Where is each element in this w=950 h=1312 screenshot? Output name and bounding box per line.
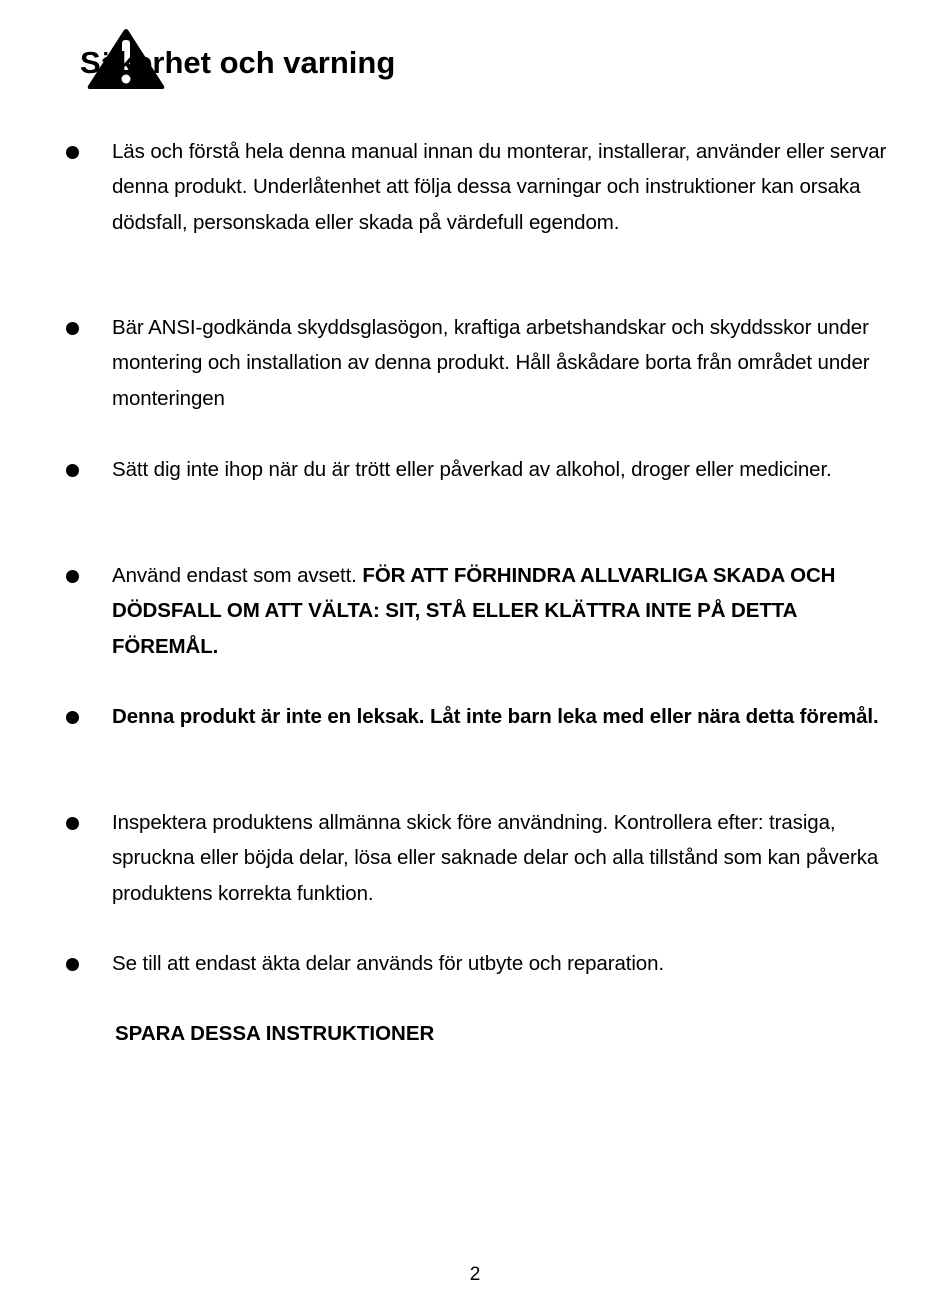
bullet-text <box>112 699 902 734</box>
bullet-text-normal: Läs och förstå hela denna manual innan du monterar, installerar, använder eller servar denna produkt. Underlåtenhet att följa dessa varningar och instruktioner kan orsaka dödsfall, personskada eller skada på värdefull egendom. <box>112 140 887 234</box>
bullet-text <box>112 134 902 240</box>
bullet-dot-icon <box>66 711 79 724</box>
bullet-text <box>112 452 902 487</box>
bullet-text <box>112 946 902 981</box>
bullet-text <box>112 805 902 911</box>
bullet-dot-icon <box>66 146 79 159</box>
bullet-text-normal: Använd endast som avsett. <box>112 564 363 587</box>
bullet-dot-icon <box>66 322 79 335</box>
bullet-text <box>112 310 902 416</box>
bullet-dot-icon <box>66 464 79 477</box>
bullet-text-normal: Sätt dig inte ihop när du är trött eller påverkad av alkohol, droger eller mediciner. <box>112 458 832 481</box>
bullet-dot-icon <box>66 958 79 971</box>
save-instructions-note: SPARA DESSA INSTRUKTIONER <box>115 1022 435 1045</box>
bullet-text-normal: Se till att endast äkta delar används för utbyte och reparation. <box>112 952 664 975</box>
bullet-text-normal: Bär ANSI-godkända skyddsglasögon, kraftiga arbetshandskar och skyddsskor under montering och installation av denna produkt. Håll åskådare borta från området under monteringen <box>112 316 870 410</box>
bullet-text-normal: Inspektera produktens allmänna skick före användning. Kontrollera efter: trasiga, spruckna eller böjda delar, lösa eller saknade delar och alla tillstånd som kan påverka produktens korrekta funktion. <box>112 811 879 905</box>
bullet-text-bold: Denna produkt är inte en leksak. Låt inte barn leka med eller nära detta föremål. <box>112 705 879 728</box>
bullet-text <box>112 558 902 664</box>
page-title: Säkerhet och varning <box>80 45 396 80</box>
bullet-text-bold: FÖR ATT FÖRHINDRA ALLVARLIGA SKADA OCH DÖDSFALL OM ATT VÄLTA: SIT, STÅ ELLER KLÄTTRA INTE PÅ DETTA FÖREMÅL. <box>112 564 836 658</box>
page-number: 2 <box>469 1264 481 1285</box>
bullet-dot-icon <box>66 817 79 830</box>
bullet-dot-icon <box>66 570 79 583</box>
